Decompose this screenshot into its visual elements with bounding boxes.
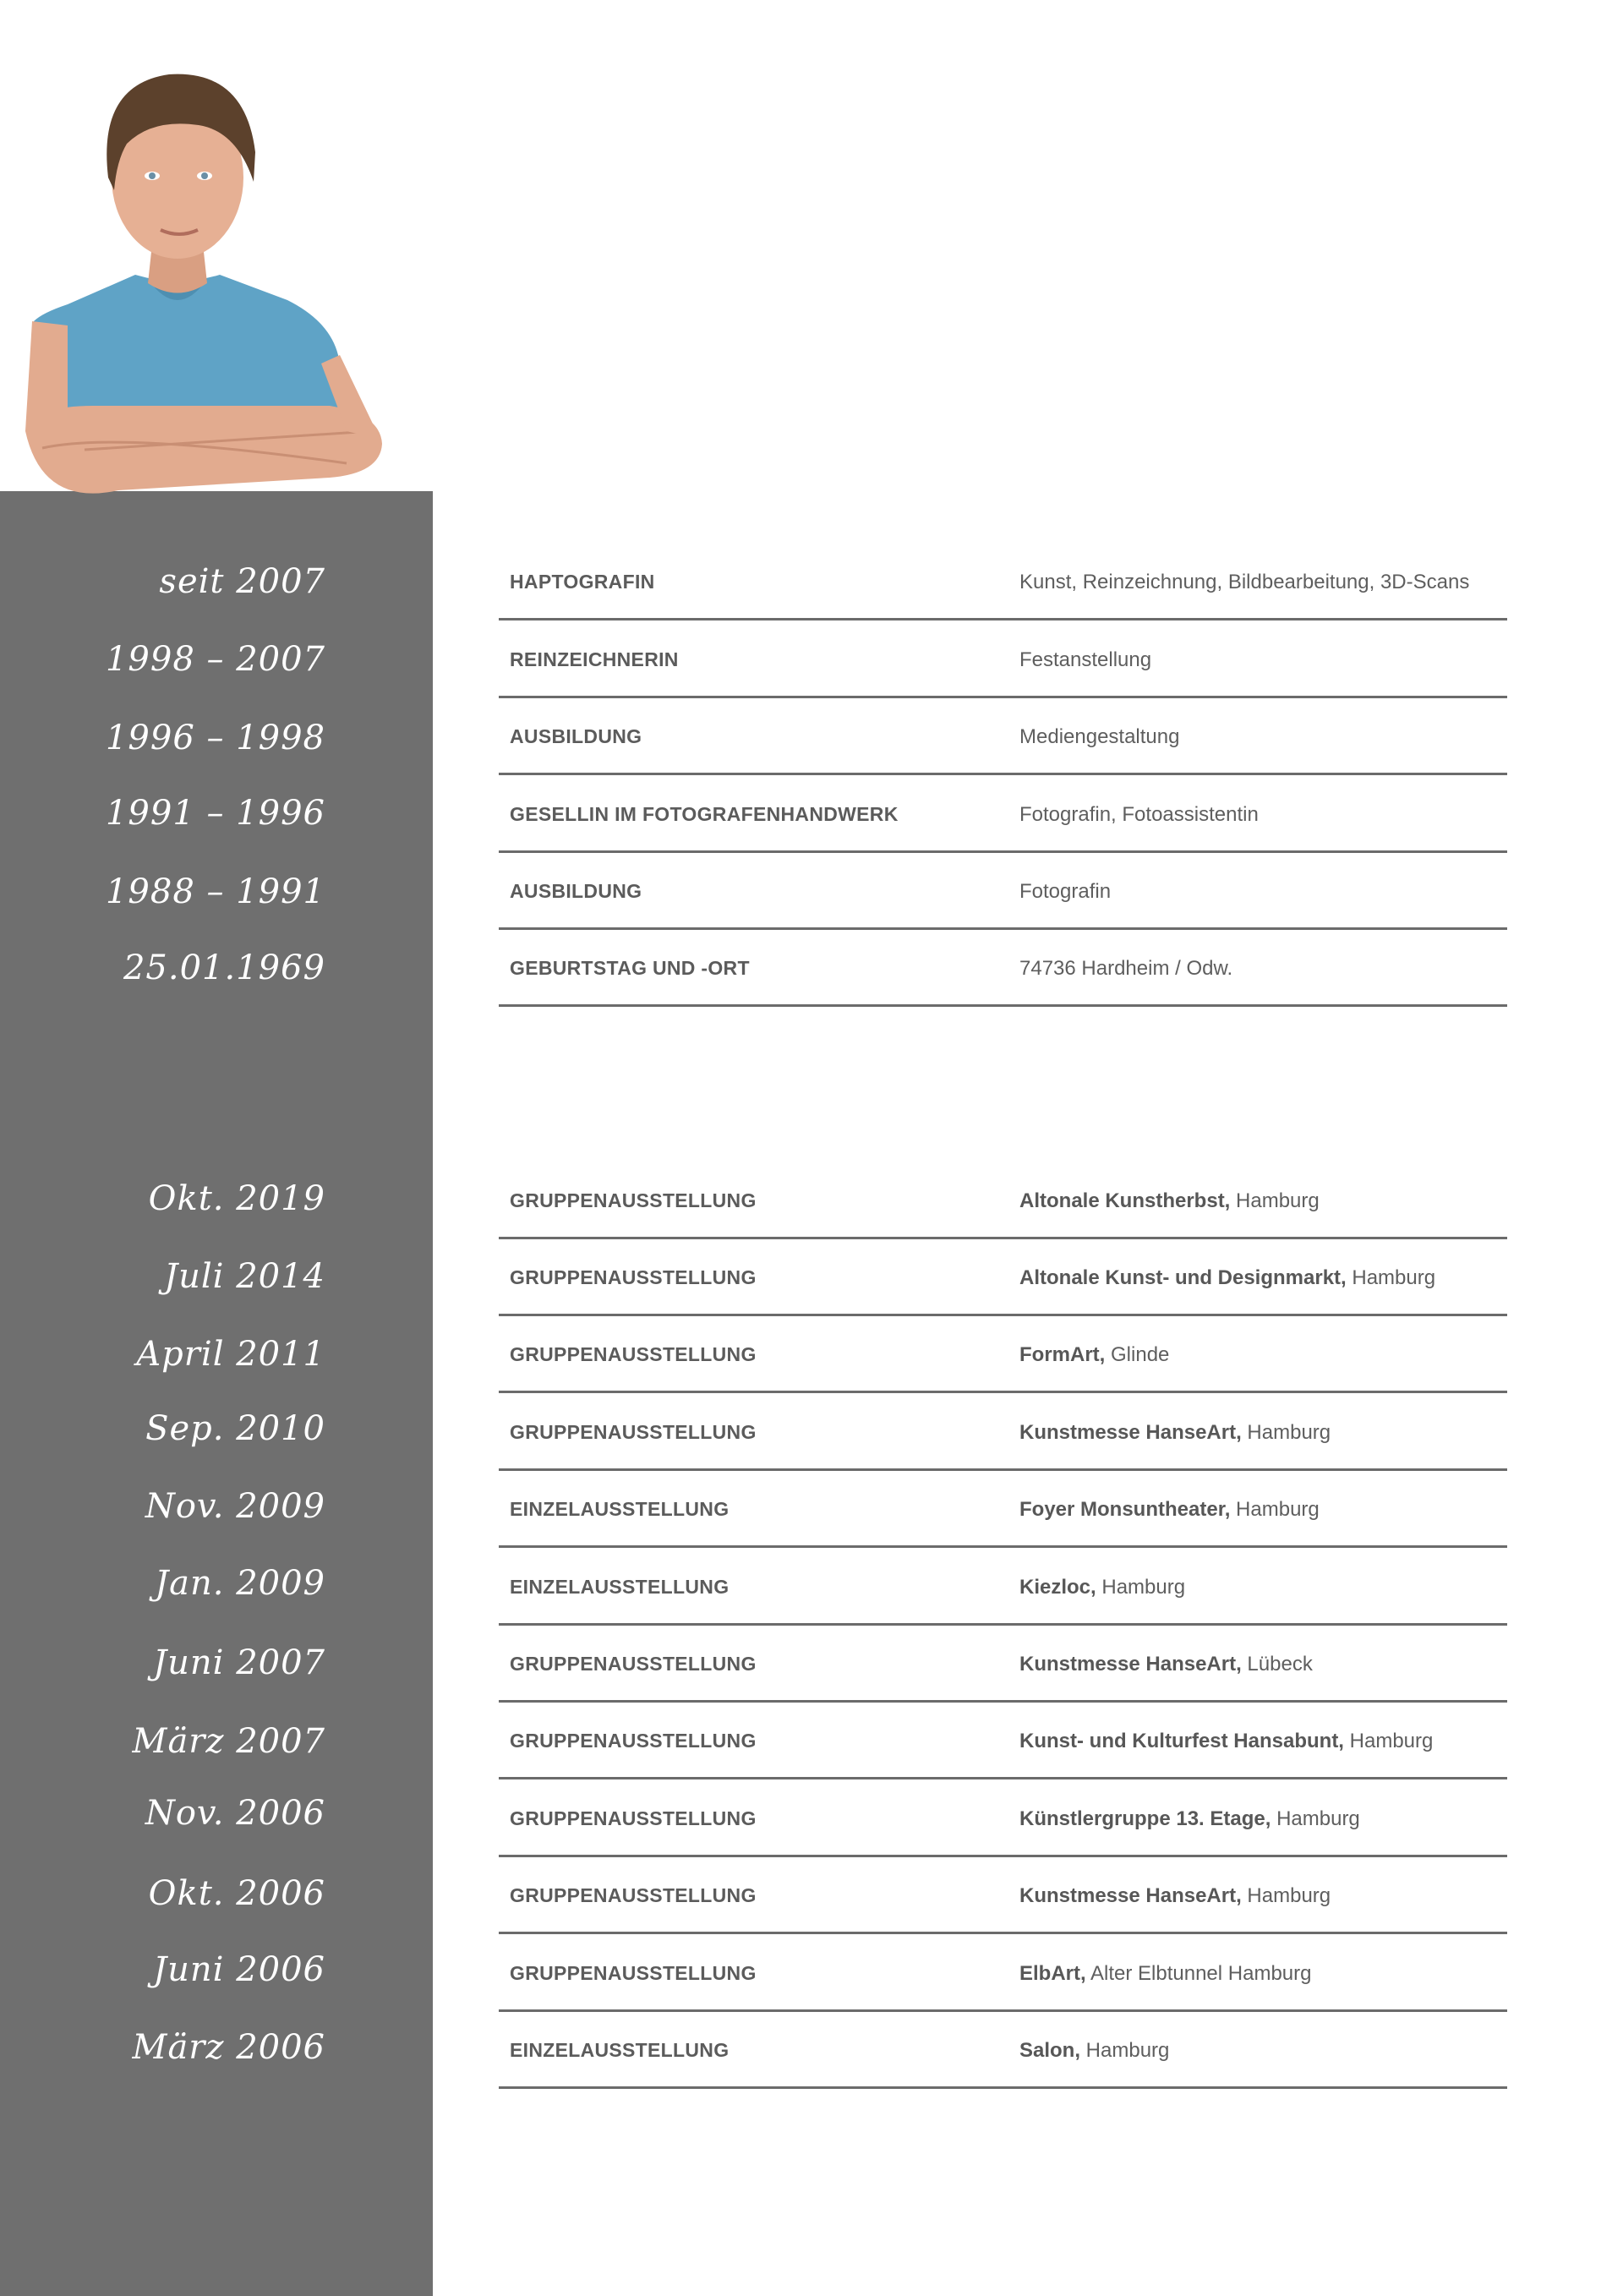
cv-row [499,776,1507,853]
cv-value: Kunst, Reinzeichnung, Bildbearbeitung, 3D-Scans [1019,571,1470,593]
arms [25,406,382,494]
exhibition-place: Hamburg [1096,1576,1186,1599]
cv-value: Fotografin, Fotoassistentin [1019,803,1259,826]
exhibition-value [1019,1780,1360,1857]
cv-label: REINZEICHNERIN [510,648,679,670]
exhibition-venue: Salon, [1019,2039,1081,2062]
cv-label: GESELLIN IM FOTOGRAFENHANDWERK [510,803,899,825]
exhibition-row [499,1471,1507,1548]
exhibition-place: Alter Elbtunnel Hamburg [1085,1962,1312,1985]
exhibition-row [499,1935,1507,2012]
cv-value: Festanstellung [1019,648,1152,671]
exhibition-venue: Altonale Kunst- und Designmarkt, [1019,1266,1347,1289]
exhibition-place: Lübeck [1241,1653,1313,1676]
cv-date: 1988 – 1991 [105,872,325,911]
exhibition-label: EINZELAUSSTELLUNG [510,1498,730,1520]
cv-row [499,853,1507,930]
exhibition-label: GRUPPENAUSSTELLUNG [510,1884,757,1906]
exhibition-date: Okt. 2019 [148,1179,325,1218]
exhibition-row [499,1316,1507,1393]
cv-row [499,621,1507,698]
cv-date: seit 2007 [159,562,325,601]
exhibition-value [1019,2012,1169,2089]
cv-value: 74736 Hardheim / Odw. [1019,957,1233,980]
cv-row [499,544,1507,620]
exhibition-date: April 2011 [136,1335,325,1374]
exhibition-date: Juni 2006 [153,1950,325,1989]
exhibition-value [1019,1857,1331,1934]
exhibition-label: GRUPPENAUSSTELLUNG [510,1807,757,1829]
exhibition-place: Hamburg [1230,1498,1320,1521]
exhibition-date: Okt. 2006 [148,1874,325,1913]
cv-date: 1996 – 1998 [105,719,325,757]
exhibition-label: GRUPPENAUSSTELLUNG [510,1653,757,1675]
exhibition-venue: Kunstmesse HanseArt, [1019,1884,1242,1907]
exhibition-row [499,1162,1507,1239]
cv-date: 1991 – 1996 [105,794,325,833]
exhibition-value [1019,1162,1320,1239]
exhibition-place: Hamburg [1271,1807,1360,1830]
exhibition-row [499,1626,1507,1703]
exhibition-date: Juni 2007 [153,1643,325,1682]
exhibition-value [1019,1549,1185,1626]
exhibition-value [1019,1471,1320,1548]
cv-date: 1998 – 2007 [105,640,325,679]
exhibition-date: März 2006 [132,2028,325,2067]
exhibition-venue: Künstlergruppe 13. Etage, [1019,1807,1271,1830]
exhibition-date: März 2007 [132,1722,325,1761]
exhibition-row [499,1780,1507,1857]
exhibition-label: GRUPPENAUSSTELLUNG [510,1189,757,1211]
cv-date: 25.01.1969 [123,948,325,987]
exhibition-date: Nov. 2006 [145,1794,325,1833]
exhibition-row [499,1549,1507,1626]
exhibition-value [1019,1316,1169,1393]
exhibition-place: Hamburg [1346,1266,1436,1289]
exhibition-row [499,1239,1507,1316]
cv-row [499,698,1507,775]
exhibition-place: Hamburg [1230,1189,1320,1212]
exhibition-label: EINZELAUSSTELLUNG [510,1576,730,1598]
cv-value: Fotografin [1019,880,1112,903]
exhibition-place: Hamburg [1080,2039,1170,2062]
cv-row [499,930,1507,1007]
exhibition-place: Glinde [1105,1343,1170,1366]
exhibition-date: Juli 2014 [164,1257,325,1296]
cv-value: Mediengestaltung [1019,725,1180,748]
exhibition-venue: Kunstmesse HanseArt, [1019,1421,1242,1444]
cv-label: AUSBILDUNG [510,880,642,902]
exhibition-value [1019,1703,1433,1779]
exhibition-value [1019,1239,1435,1316]
exhibition-label: GRUPPENAUSSTELLUNG [510,1730,757,1752]
exhibition-row [499,2012,1507,2089]
cv-label: HAPTOGRAFIN [510,571,655,593]
exhibition-date: Nov. 2009 [145,1487,325,1526]
exhibition-label: GRUPPENAUSSTELLUNG [510,1343,757,1365]
exhibition-row [499,1703,1507,1779]
exhibition-venue: Kunst- und Kulturfest Hansabunt, [1019,1730,1344,1752]
exhibition-venue: Kiezloc, [1019,1576,1096,1599]
exhibition-venue: Kunstmesse HanseArt, [1019,1653,1242,1676]
cv-label: GEBURTSTAG UND -ORT [510,957,750,979]
exhibition-date: Sep. 2010 [145,1409,325,1448]
exhibition-value [1019,1935,1311,2012]
exhibition-venue: ElbArt, [1019,1962,1086,1985]
exhibition-label: GRUPPENAUSSTELLUNG [510,1421,757,1443]
exhibition-label: GRUPPENAUSSTELLUNG [510,1266,757,1288]
cv-label: AUSBILDUNG [510,725,642,747]
exhibition-label: EINZELAUSSTELLUNG [510,2039,730,2061]
exhibition-value [1019,1394,1331,1471]
exhibition-place: Hamburg [1241,1421,1331,1444]
exhibition-date: Jan. 2009 [155,1564,325,1603]
exhibition-value [1019,1626,1313,1703]
exhibition-place: Hamburg [1343,1730,1434,1752]
exhibition-row [499,1394,1507,1471]
exhibition-place: Hamburg [1241,1884,1331,1907]
exhibition-venue: Foyer Monsuntheater, [1019,1498,1231,1521]
exhibition-venue: Altonale Kunstherbst, [1019,1189,1231,1212]
portrait-photo [8,34,448,541]
exhibition-venue: FormArt, [1019,1343,1106,1366]
exhibition-label: GRUPPENAUSSTELLUNG [510,1962,757,1984]
exhibition-row [499,1857,1507,1934]
